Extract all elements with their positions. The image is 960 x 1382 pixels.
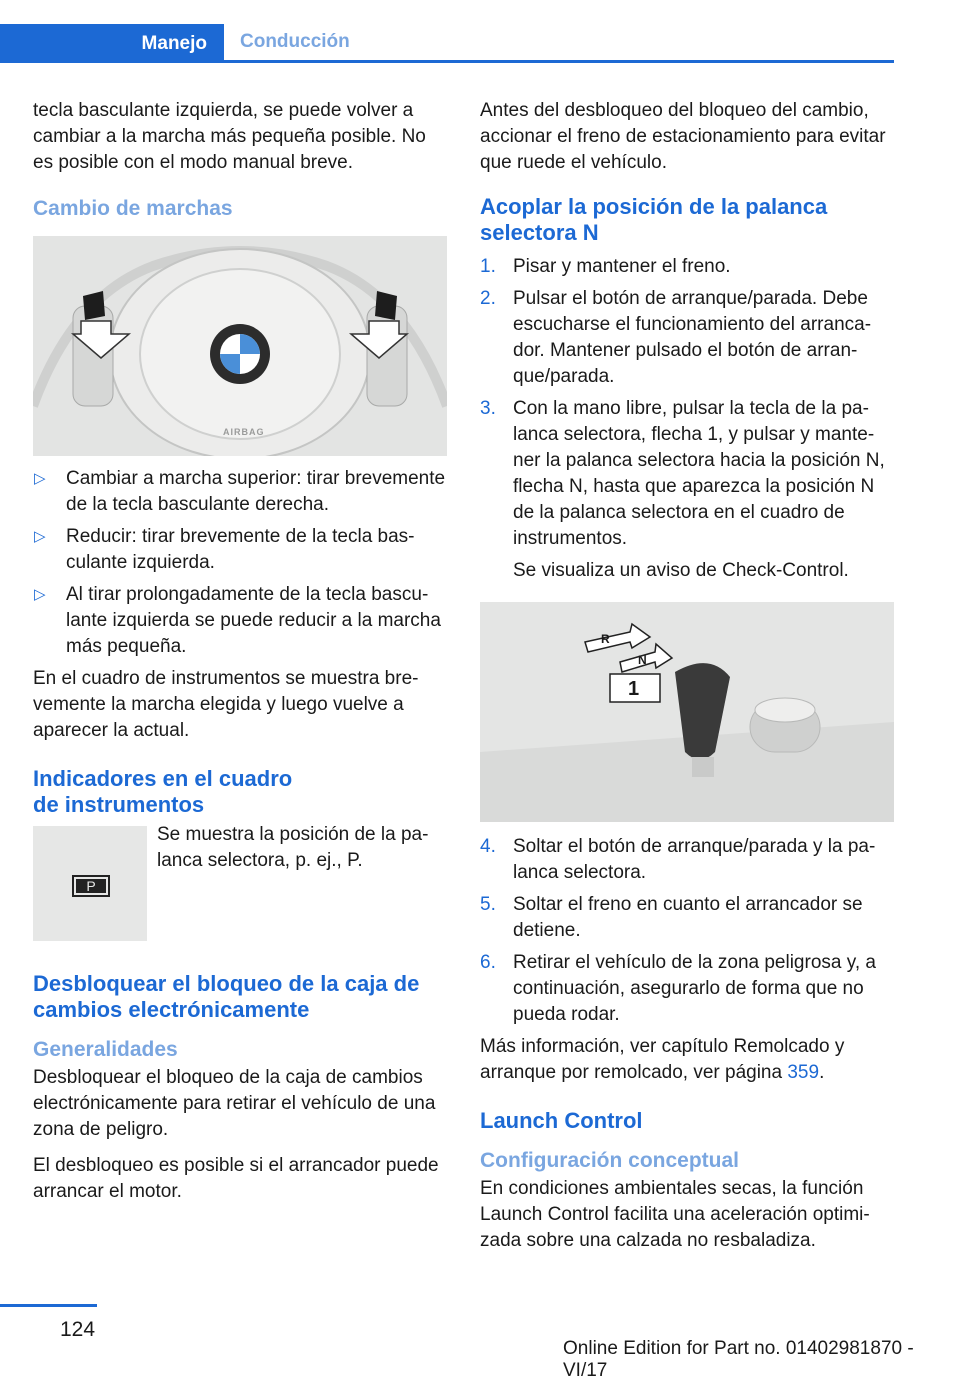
page-link[interactable]: 359 [787,1062,820,1083]
list-item: 1. Pisar y mantener el freno. [480,256,731,277]
list-item: 6. Retirar el vehículo de la zona peligrosa y, a continuación, asegurarlo de forma que no pueda rodar. [480,952,876,1025]
steps-list-a [480,254,894,584]
tab-manejo[interactable]: Manejo [0,24,224,63]
after-list-paragraph: En el cuadro de instrumentos se muestra brevemente la marcha elegida y luego vuelve a aparecer la actual. [33,668,419,741]
config-paragraph: En condiciones ambientales secas, la función Launch Control facilita una aceleración optimizada sobre una calzada no resbaladiza. [480,1178,870,1251]
heading-acoplar: Acoplar la posición de la palanca selectora N [480,194,828,245]
footer-rule [0,1304,97,1307]
right-intro: Antes del desbloqueo del bloqueo del cambio, accionar el freno de estacionamiento para evitar que ruede el vehículo. [480,100,886,173]
list-item: ▷ Al tirar prolongadamente de la tecla basculante izquierda se puede reducir a la marcha más pequeña. [34,584,441,657]
left-column [33,98,447,1215]
tab-conduccion[interactable]: Conducción [240,31,350,52]
arrow-label-1: 1 [628,678,640,700]
more-info-paragraph: Más información, ver capítulo Remolcado y arranque por remolcado, ver página 359. [480,1036,845,1083]
edition-text: Online Edition for Part no. 01402981870 - VI/17 [563,1338,914,1381]
indicator-text: Se muestra la posición de la palanca selectora, p. ej., P. [157,824,429,871]
gear-selector-image [480,602,894,822]
right-column [480,98,894,1264]
gen-paragraph-1: Desbloquear el bloqueo de la caja de cambios electrónicamente para retirar el vehículo de una zona de peligro. [33,1067,436,1140]
arrow-label-n: N [638,653,647,667]
airbag-label: AIRBAG [223,427,265,437]
page-number: 124 [60,1318,96,1341]
gen-paragraph-2: El desbloqueo es posible si el arrancador puede arrancar el motor. [33,1155,439,1202]
heading-configuracion: Configuración conceptual [480,1149,740,1172]
steering-wheel-image [33,236,447,456]
arrow-label-r: R [601,632,610,646]
intro-paragraph: tecla basculante izquierda, se puede volver a cambiar a la marcha más pequeña posible. No es posible con el modo manual breve. [33,100,426,173]
list-item: ▷ Cambiar a marcha superior: tirar brevemente de la tecla basculante derecha. [34,468,446,515]
heading-generalidades: Generalidades [33,1038,178,1061]
heading-launch-control: Launch Control [480,1108,643,1133]
gear-p-symbol: P [72,875,110,897]
list-item: 5. Soltar el freno en cuanto el arrancador se detiene. [480,894,863,941]
steps-list-b [480,834,894,1028]
heading-desbloquear: Desbloquear el bloqueo de la caja de cambios electrónicamente [33,971,420,1022]
list-item: 3. Con la mano libre, pulsar la tecla de la palanca selectora, flecha 1, y pulsar y mantener la palanca selectora hacia la posición N, flecha N, hasta que aparezca la posición N de la palanca selectora en el cuadro de instrumentos. Se visualiza un aviso de Check-Control. [480,396,894,584]
list-item: 2. Pulsar el botón de arranque/parada. Debe escucharse el funcionamiento del arrancador. Mantener pulsado el botón de arranque/parada. [480,288,872,387]
heading-indicadores: Indicadores en el cuadro de instrumentos [33,766,293,817]
list-item: 4. Soltar el botón de arranque/parada y la palanca selectora. [480,836,876,883]
indicator-image [33,826,147,941]
gear-change-list [33,466,447,660]
list-item: ▷ Reducir: tirar brevemente de la tecla basculante izquierda. [34,526,415,573]
step3-note: Se visualiza un aviso de Check-Control. [513,560,849,581]
heading-cambio-de-marchas: Cambio de marchas [33,197,233,220]
